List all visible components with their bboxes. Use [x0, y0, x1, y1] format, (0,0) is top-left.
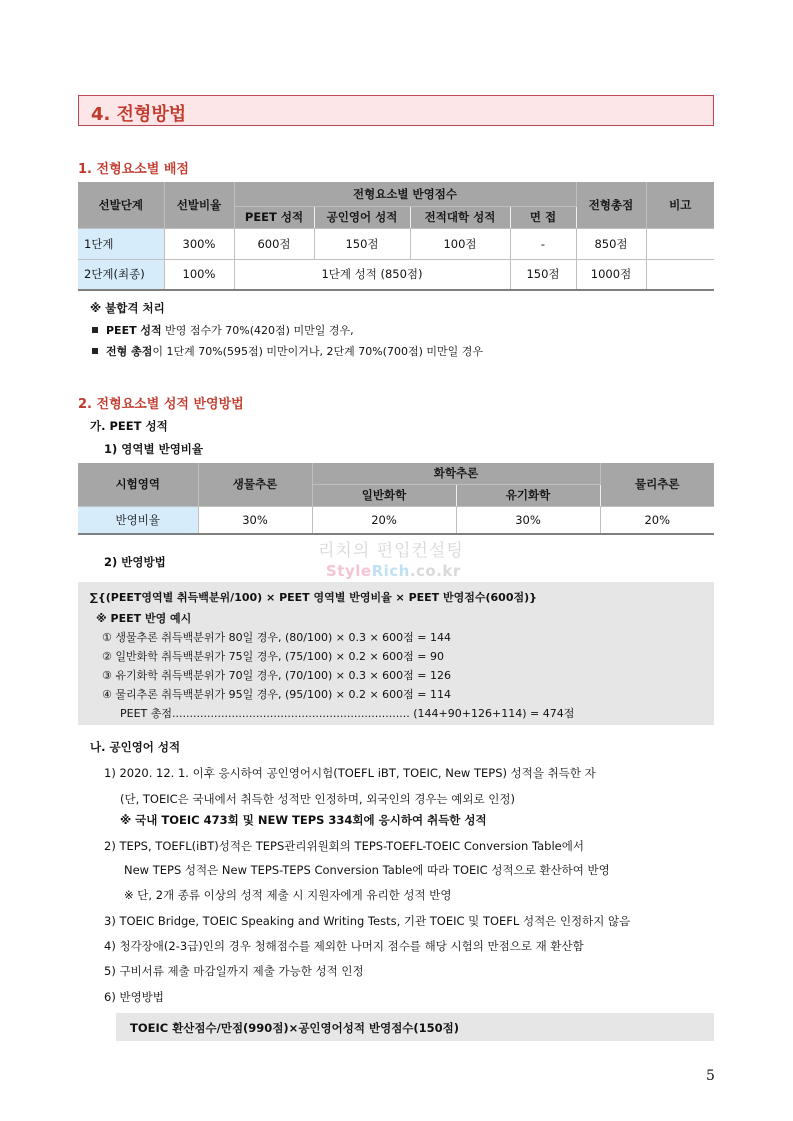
header-stage: 선발단계	[78, 182, 164, 228]
peet-formula: ∑{(PEET영역별 취득백분위/100) × PEET 영역별 반영비율 × PEET 반영점수(600점)}	[90, 591, 537, 604]
row1-peet: 600점	[234, 228, 314, 259]
subsection-peet: 가. PEET 성적	[90, 419, 168, 433]
row1-interview: -	[510, 228, 576, 259]
english-item-1: 1) 2020. 12. 1. 이후 응시하여 공인영어시험(TOEFL iBT, TOEIC, New TEPS) 성적을 취득한 자	[104, 766, 596, 780]
english-item-5: 5) 구비서류 제출 마감일까지 제출 가능한 성적 인정	[104, 964, 364, 978]
bullet-icon	[92, 327, 98, 333]
row-label-ratio: 반영비율	[78, 506, 198, 534]
fail-title: ※ 불합격 처리	[90, 301, 165, 315]
row1-previous-college: 100점	[410, 228, 510, 259]
english-formula: TOEIC 환산점수/만점(990점)×공인영어성적 반영점수(150점)	[130, 1021, 460, 1035]
fail-item-1	[92, 322, 354, 338]
peet-example-3: ③ 유기화학 취득백분위가 70일 경우, (70/100) × 0.3 × 600점 = 126	[102, 669, 451, 682]
row2-interview: 150점	[510, 259, 576, 290]
watermark-text: 리치의 편입컨설팅	[318, 541, 464, 561]
peet-example-1: ① 생물추론 취득백분위가 80일 경우, (80/100) × 0.3 × 600점 = 144	[102, 631, 451, 644]
watermark-url-part2: Rich	[371, 562, 410, 580]
table-row	[78, 259, 714, 290]
row2-note	[646, 259, 714, 290]
value-organic-chemistry: 30%	[456, 506, 600, 534]
header-ratio: 선발비율	[164, 182, 234, 228]
header-previous-college: 전적대학 성적	[410, 206, 510, 228]
fail-item-1-bold: PEET 성적	[106, 324, 162, 337]
header-scores: 전형요소별 반영점수	[234, 182, 576, 206]
peet-total: PEET 총점.................................................................... (144+90+126+114) = 474점	[120, 707, 575, 720]
fail-item-2-bold: 전형 총점	[106, 345, 153, 358]
fail-item-1-text: 반영 점수가 70%(420점) 미만일 경우,	[161, 324, 354, 337]
header-biology: 생물추론	[198, 463, 312, 506]
peet-formula-box	[78, 582, 714, 725]
subsection-method-title: 2) 반영방법	[104, 555, 166, 569]
row2-ratio: 100%	[164, 259, 234, 290]
english-formula-box	[116, 1013, 714, 1041]
english-item-2b: New TEPS 성적은 New TEPS-TEPS Conversion Table에 따라 TOEIC 성적으로 환산하여 반영	[124, 863, 610, 877]
value-general-chemistry: 20%	[312, 506, 456, 534]
header-general-chemistry: 일반화학	[312, 484, 456, 506]
watermark-url-part1: Style	[326, 562, 372, 580]
watermark-url	[326, 562, 461, 580]
fail-item-2-text: 이 1단계 70%(595점) 미만이거나, 2단계 70%(700점) 미만일 경우	[152, 345, 484, 358]
row1-english: 150점	[314, 228, 410, 259]
english-item-6: 6) 반영방법	[104, 990, 164, 1004]
header-english: 공인영어 성적	[314, 206, 410, 228]
row1-note	[646, 228, 714, 259]
row1-stage: 1단계	[78, 228, 164, 259]
watermark-url-part3: .co.kr	[409, 562, 461, 580]
bullet-icon	[92, 348, 98, 354]
header-chemistry: 화학추론	[312, 463, 600, 484]
table-row	[78, 506, 714, 534]
english-item-1c: ※ 국내 TOEIC 473회 및 NEW TEPS 334회에 응시하여 취득한 성적	[120, 813, 487, 827]
header-area: 시험영역	[78, 463, 198, 506]
value-biology: 30%	[198, 506, 312, 534]
row1-total: 850점	[576, 228, 646, 259]
english-item-1b: (단, TOEIC은 국내에서 취득한 성적만 인정하며, 외국인의 경우는 예외로 인정)	[120, 792, 515, 806]
english-item-2c: ※ 단, 2개 종류 이상의 성적 제출 시 지원자에게 유리한 성적 반영	[124, 888, 452, 902]
english-item-3: 3) TOEIC Bridge, TOEIC Speaking and Writing Tests, 기관 TOEIC 및 TOEFL 성적은 인정하지 않음	[104, 914, 631, 928]
row2-total: 1000점	[576, 259, 646, 290]
row1-ratio: 300%	[164, 228, 234, 259]
row2-stage: 2단계(최종)	[78, 259, 164, 290]
section1-title: 1. 전형요소별 배점	[78, 162, 189, 177]
section-heading: 4. 전형방법	[91, 104, 187, 125]
header-peet: PEET 성적	[234, 206, 314, 228]
table-row	[78, 228, 714, 259]
page-number: 5	[706, 1068, 715, 1084]
value-physics: 20%	[600, 506, 714, 534]
row2-merged: 1단계 성적 (850점)	[234, 259, 510, 290]
header-total: 전형총점	[576, 182, 646, 228]
section-heading-box	[78, 95, 714, 126]
area-ratio-table	[78, 463, 714, 535]
peet-example-2: ② 일반화학 취득백분위가 75일 경우, (75/100) × 0.2 × 600점 = 90	[102, 650, 444, 663]
section2-title: 2. 전형요소별 성적 반영방법	[78, 397, 244, 412]
fail-item-2	[92, 343, 483, 359]
header-organic-chemistry: 유기화학	[456, 484, 600, 506]
peet-example-4: ④ 물리추론 취득백분위가 95일 경우, (95/100) × 0.2 × 600점 = 114	[102, 688, 451, 701]
peet-example-title: ※ PEET 반영 예시	[96, 612, 192, 625]
score-allocation-table	[78, 182, 714, 291]
subsection-ratio-title: 1) 영역별 반영비율	[104, 442, 204, 456]
header-physics: 물리추론	[600, 463, 714, 506]
subsection-english: 나. 공인영어 성적	[90, 740, 181, 754]
header-interview: 면 접	[510, 206, 576, 228]
english-item-2: 2) TEPS, TOEFL(iBT)성적은 TEPS관리위원회의 TEPS-TOEFL-TOEIC Conversion Table에서	[104, 839, 584, 853]
english-item-4: 4) 청각장애(2-3급)인의 경우 청해점수를 제외한 나머지 점수를 해당 시험의 만점으로 재 환산함	[104, 939, 584, 953]
header-note: 비고	[646, 182, 714, 228]
